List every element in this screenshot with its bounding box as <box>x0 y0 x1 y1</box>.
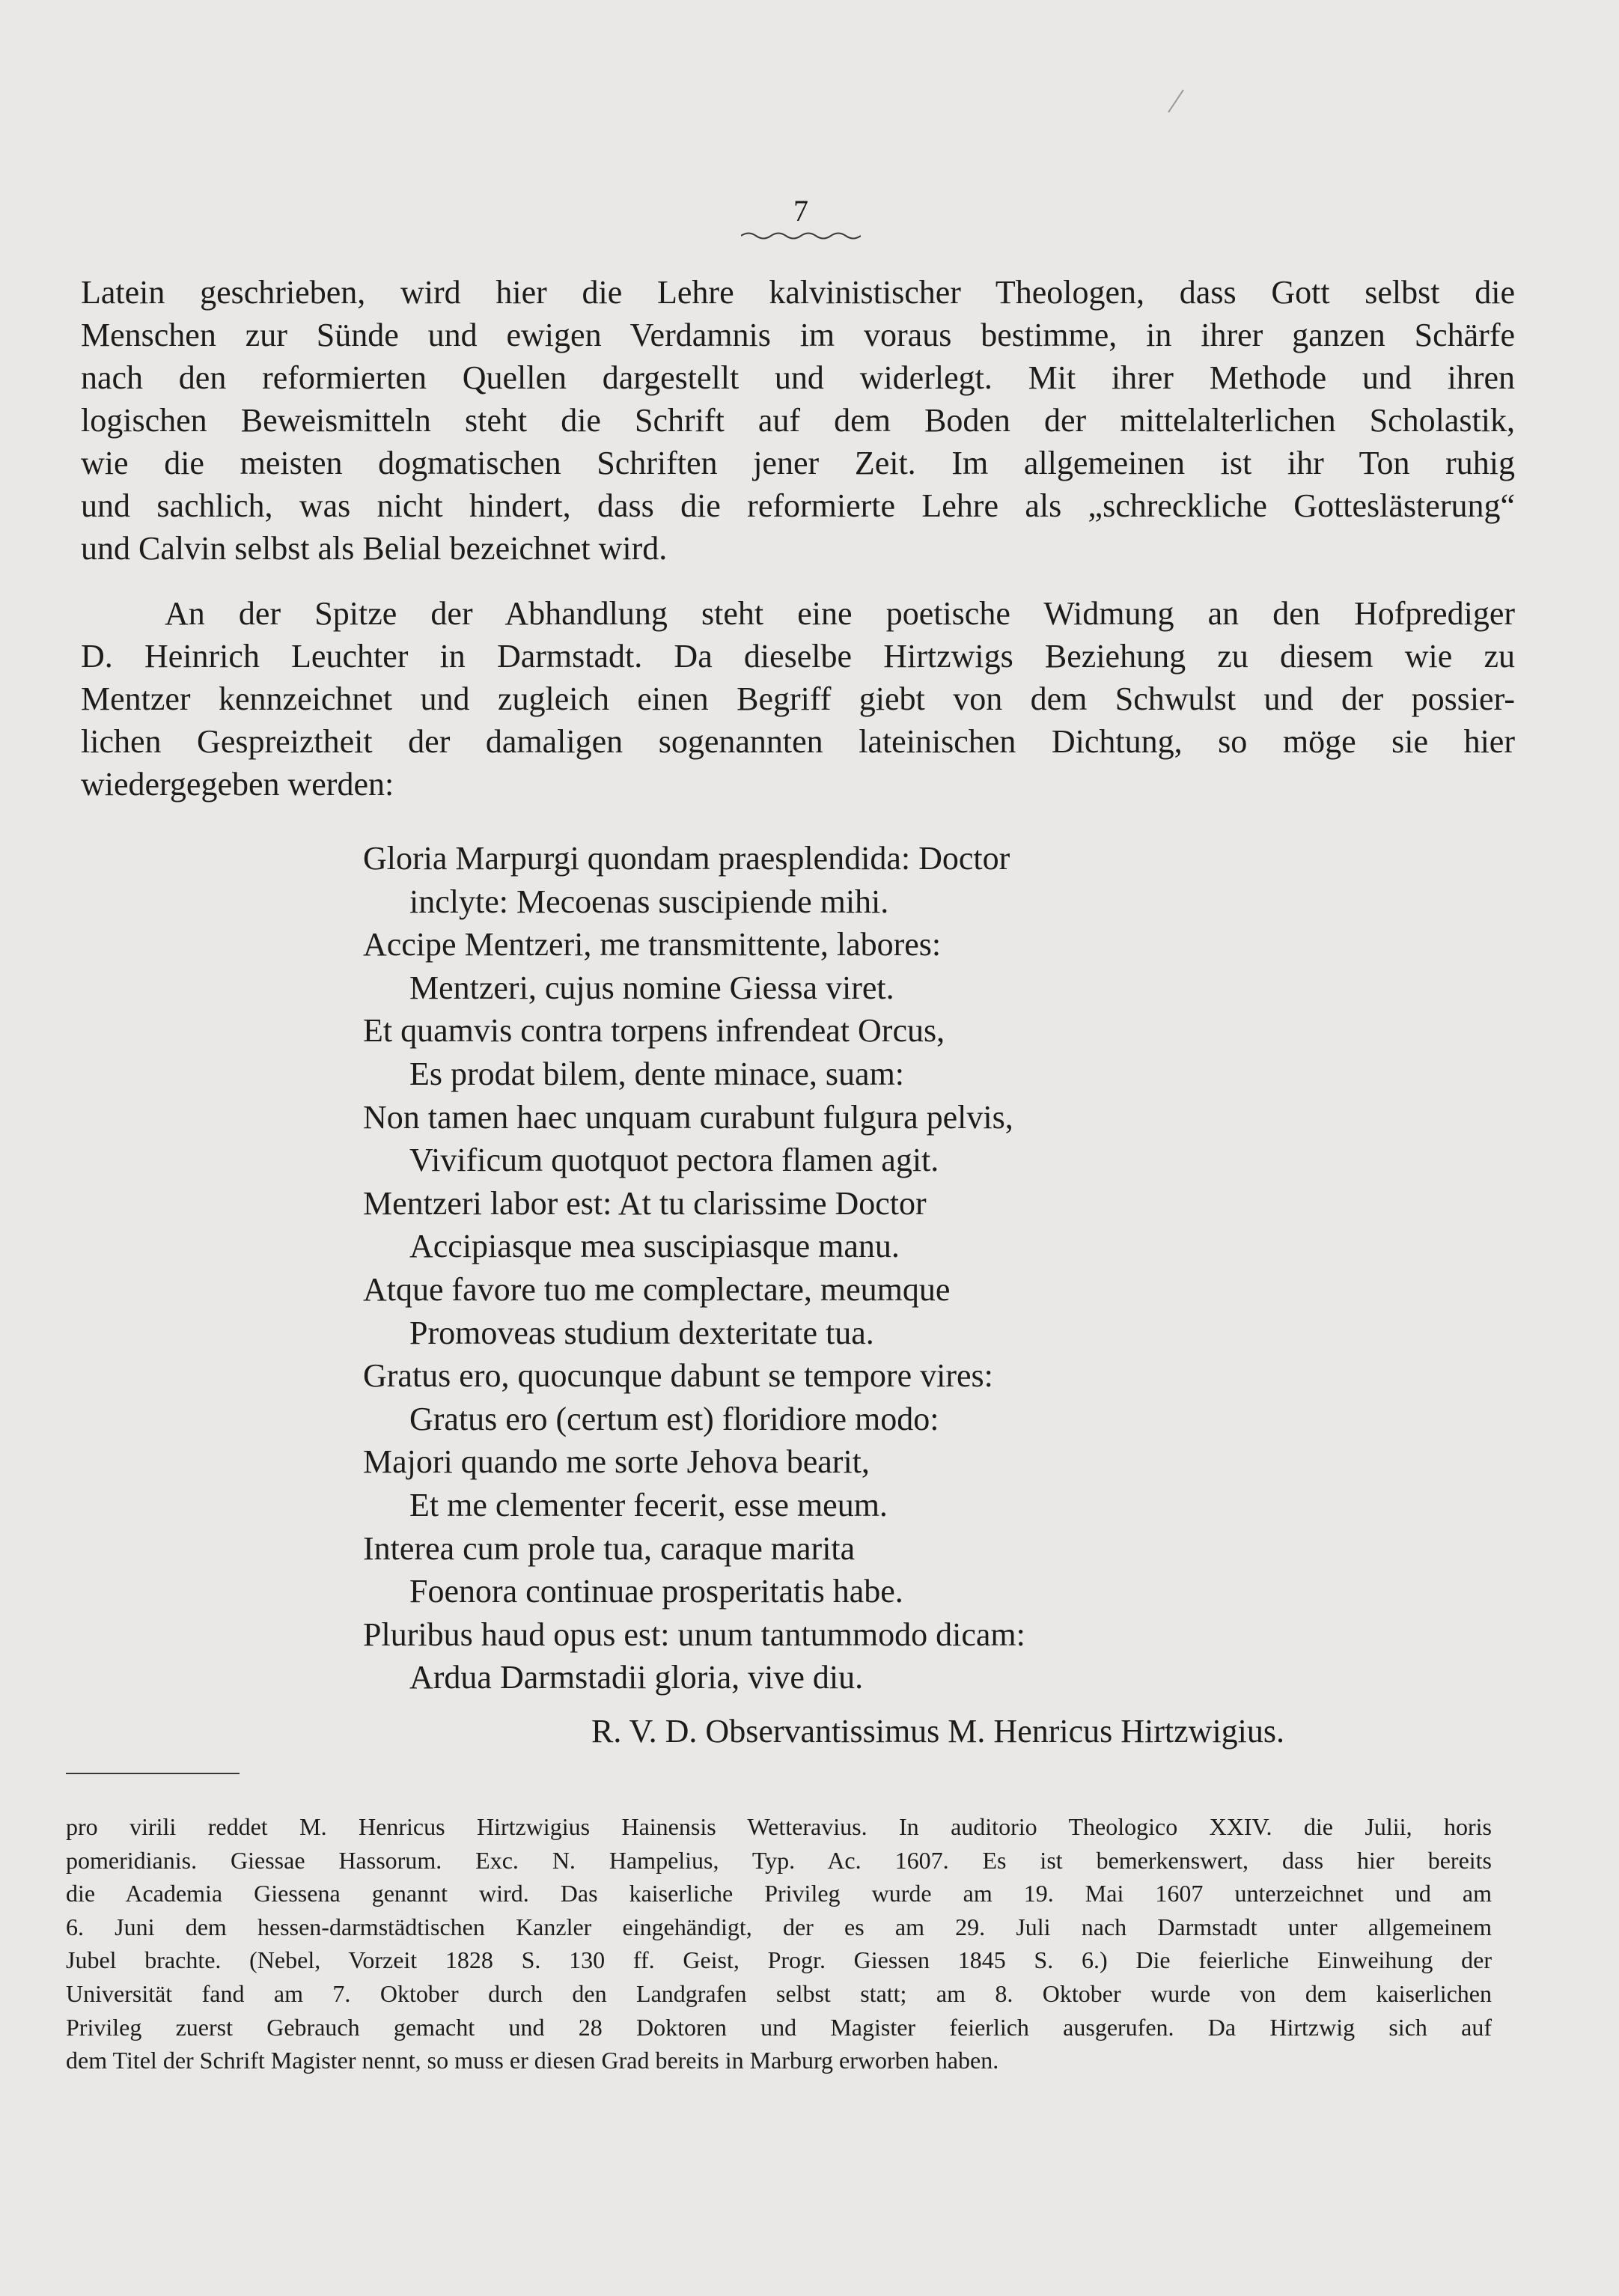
paragraph-1 <box>81 271 1515 570</box>
footnote-line: Universität fand am 7. Oktober durch den Landgrafen selbst statt; am 8. Oktober wurde von dem kaiserlichen <box>66 1979 1492 2007</box>
dedication-poem <box>363 837 1486 1699</box>
footnote-line: pomeridianis. Giessae Hassorum. Exc. N. Hampelius, Typ. Ac. 1607. Es ist bemerkenswert, dass hier bereits <box>66 1846 1492 1874</box>
poem-verse: Atque favore tuo me complectare, meumque <box>363 1270 951 1308</box>
text-line: und Calvin selbst als Belial bezeichnet wird. <box>81 530 668 567</box>
footnote-line: dem Titel der Schrift Magister nennt, so muss er diesen Grad bereits in Marburg erworben haben. <box>66 2047 999 2074</box>
text-line: Mentzer kennzeichnet und zugleich einen Begriff giebt von dem Schwulst und der possier- <box>81 680 1515 717</box>
footnote-line: die Academia Giessena genannt wird. Das kaiserliche Privileg wurde am 19. Mai 1607 unterzeichnet und am <box>66 1880 1492 1907</box>
footnote-line: Jubel brachte. (Nebel, Vorzeit 1828 S. 130 ff. Geist, Progr. Giessen 1845 S. 6.) Die feierliche Einweihung der <box>66 1946 1492 1974</box>
poem-verse: Vivificum quotquot pectora flamen agit. <box>409 1142 939 1179</box>
poem-verse: Mentzeri, cujus nomine Giessa viret. <box>409 969 894 1006</box>
poem-verse: Ardua Darmstadii gloria, vive diu. <box>409 1659 864 1696</box>
poem-verse: Non tamen haec unquam curabunt fulgura pelvis, <box>363 1098 1013 1136</box>
footnote-line: 6. Juni dem hessen-darmstädtischen Kanzler eingehändigt, der es am 29. Juli nach Darmstadt unter allgemeinem <box>66 1913 1492 1940</box>
footnote-divider <box>66 1773 240 1774</box>
poem-verse: Et me clementer fecerit, esse meum. <box>409 1486 888 1523</box>
footnote <box>66 1810 1492 2077</box>
poem-verse: Pluribus haud opus est: unum tantummodo dicam: <box>363 1616 1025 1653</box>
paragraph-2 <box>81 592 1515 806</box>
page-number: 7 <box>793 194 808 228</box>
text-line: und sachlich, was nicht hindert, dass die reformierte Lehre als „schreckliche Gotteslästerung“ <box>81 487 1515 524</box>
footnote-line: pro virili reddet M. Henricus Hirtzwigius Hainensis Wetteravius. In auditorio Theologico XXIV. die Julii, horis <box>66 1813 1492 1840</box>
poem-verse: Gratus ero, quocunque dabunt se tempore vires: <box>363 1357 993 1395</box>
text-line: wiedergegeben werden: <box>81 766 394 803</box>
pencil-mark <box>1164 88 1186 114</box>
poem-verse: Interea cum prole tua, caraque marita <box>363 1529 856 1567</box>
poem-verse: Promoveas studium dexteritate tua. <box>409 1314 874 1351</box>
text-line: nach den reformierten Quellen dargestellt und widerlegt. Mit ihrer Methode und ihren <box>81 359 1515 396</box>
poem-verse: Majori quando me sorte Jehova bearit, <box>363 1443 870 1481</box>
footnote-line: Privileg zuerst Gebrauch gemacht und 28 Doktoren und Magister feierlich ausgerufen. Da Hirtzwig sich auf <box>66 2013 1492 2041</box>
poem-verse: Foenora continuae prosperitatis habe. <box>409 1573 903 1610</box>
poem-verse: Gloria Marpurgi quondam praesplendida: Doctor <box>363 840 1010 877</box>
text-line: logischen Beweismitteln steht die Schrift auf dem Boden der mittelalterlichen Scholastik, <box>81 402 1515 439</box>
decorative-wavy-rule <box>741 231 861 241</box>
poem-verse: Mentzeri labor est: At tu clarissime Doctor <box>363 1184 927 1222</box>
poem-verse: Accipe Mentzeri, me transmittente, labores: <box>363 926 942 963</box>
poem-signature: R. V. D. Observantissimus M. Henricus Hirtzwigius. <box>591 1713 1285 1750</box>
text-line: Latein geschrieben, wird hier die Lehre kalvinistischer Theologen, dass Gott selbst die <box>81 274 1515 311</box>
poem-verse: Es prodat bilem, dente minace, suam: <box>409 1055 905 1092</box>
text-line: D. Heinrich Leuchter in Darmstadt. Da dieselbe Hirtzwigs Beziehung zu diesem wie zu <box>81 638 1515 675</box>
text-line: wie die meisten dogmatischen Schriften jener Zeit. Im allgemeinen ist ihr Ton ruhig <box>81 445 1515 481</box>
poem-verse: Gratus ero (certum est) floridiore modo: <box>409 1400 939 1437</box>
text-line: An der Spitze der Abhandlung steht eine poetische Widmung an den Hofprediger <box>165 595 1515 632</box>
text-line: lichen Gespreiztheit der damaligen sogenannten lateinischen Dichtung, so möge sie hier <box>81 723 1515 760</box>
poem-verse: inclyte: Mecoenas suscipiende mihi. <box>409 883 889 920</box>
text-line: Menschen zur Sünde und ewigen Verdamnis im voraus bestimme, in ihrer ganzen Schärfe <box>81 317 1515 353</box>
poem-verse: Et quamvis contra torpens infrendeat Orcus, <box>363 1012 945 1050</box>
poem-verse: Accipiasque mea suscipiasque manu. <box>409 1228 900 1265</box>
